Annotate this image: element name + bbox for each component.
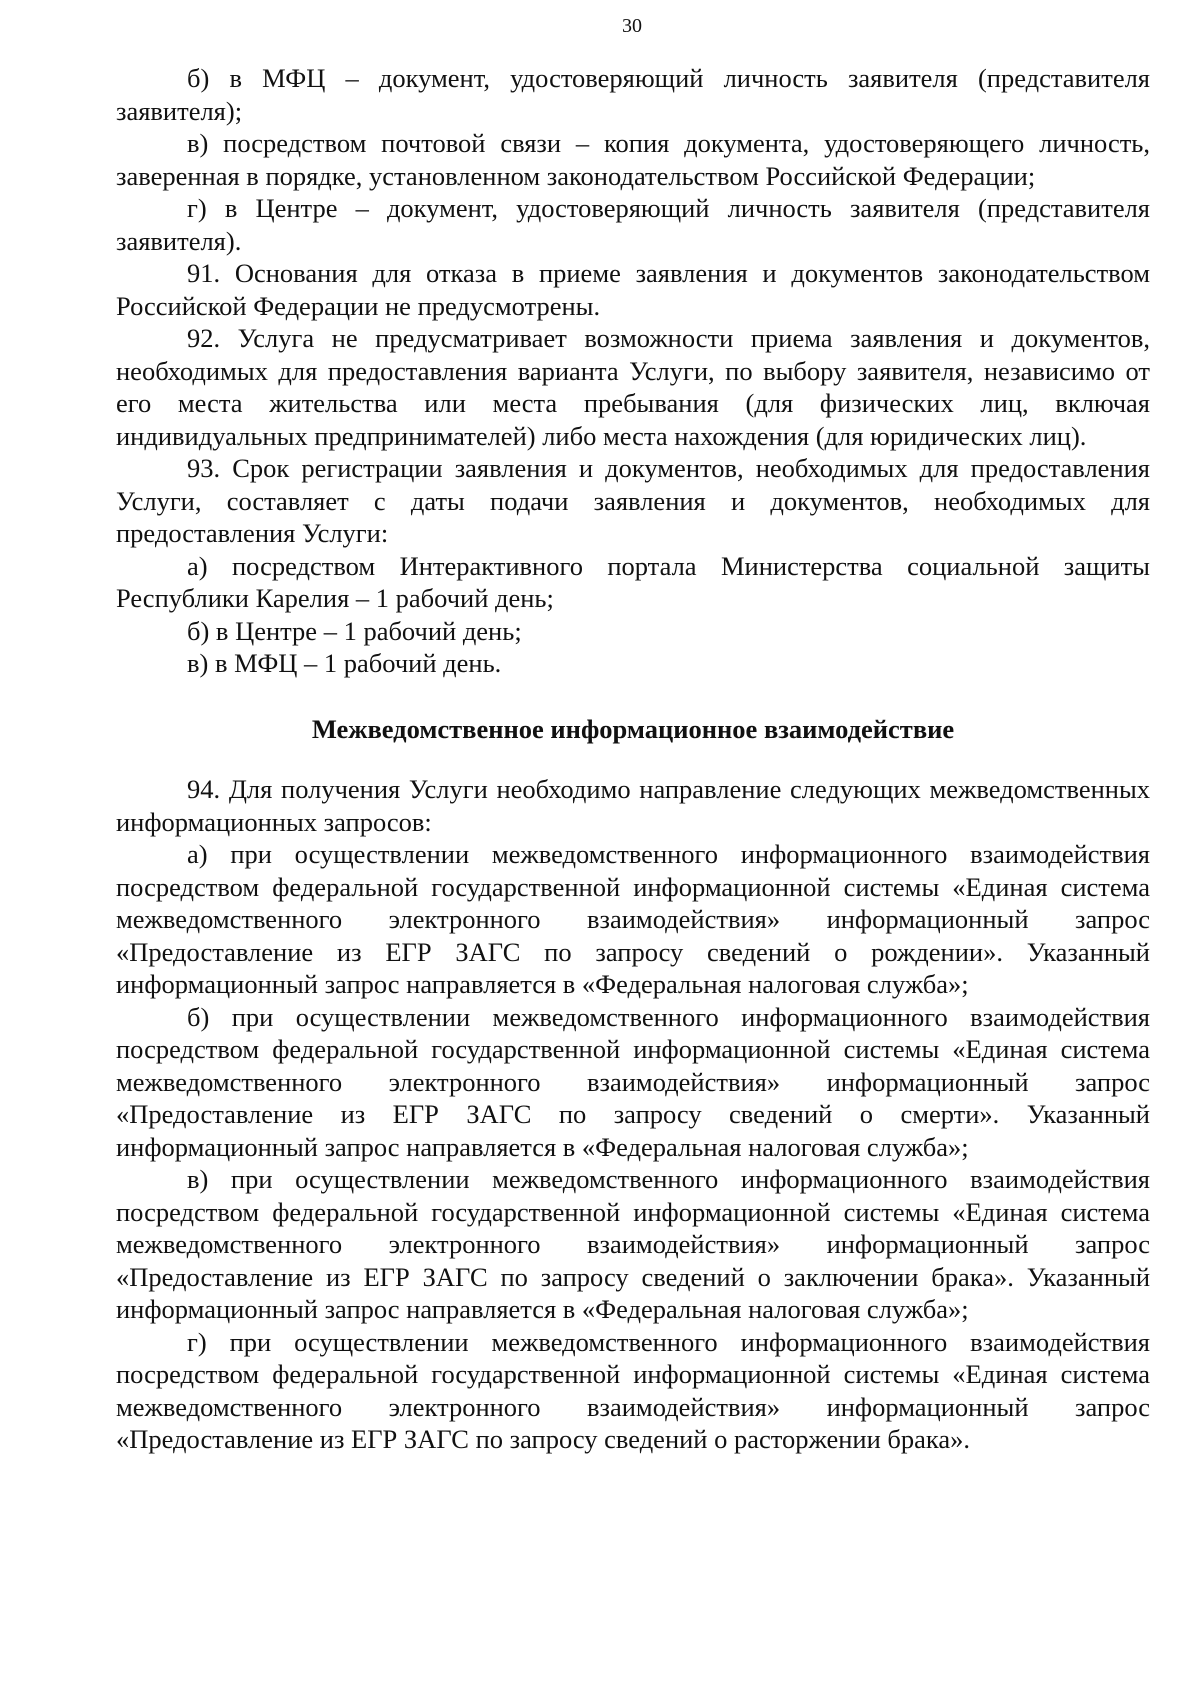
paragraph-94-v: в) при осуществлении межведомственного информационного взаимодействия посредством федеральной государственной информационной системы «Единая система межведомственного электронного взаимодействия» информационный запрос «Предоставление из ЕГР ЗАГС по запросу сведений о заключении брака». Указанный информационный запрос направляется в «Федеральная налоговая служба»; (116, 1164, 1150, 1324)
paragraph-91: 91. Основания для отказа в приеме заявления и документов законодательством Российской Федерации не предусмотрены. (116, 258, 1150, 321)
paragraph-94-g: г) при осуществлении межведомственного информационного взаимодействия посредством федеральной государственной информационной системы «Единая система межведомственного электронного взаимодействия» информационный запрос «Предоставление из ЕГР ЗАГС по запросу сведений о расторжении брака». (116, 1326, 1150, 1454)
paragraph-93-b: б) в Центре – 1 рабочий день; (187, 615, 522, 646)
paragraph-93-a: а) посредством Интерактивного портала Министерства социальной защиты Республики Карелия – 1 рабочий день; (116, 550, 1150, 613)
paragraph-94-b: б) при осуществлении межведомственного информационного взаимодействия посредством федеральной государственной информационной системы «Единая система межведомственного электронного взаимодействия» информационный запрос «Предоставление из ЕГР ЗАГС по запросу сведений о смерти». Указанный информационный запрос направляется в «Федеральная налоговая служба»; (116, 1001, 1150, 1162)
paragraph-v-postal-copy: в) посредством почтовой связи – копия документа, удостоверяющего личность, заверенная в порядке, установленном законодательством Российской Федерации; (116, 128, 1150, 191)
page-number: 30 (622, 15, 642, 37)
paragraph-b-mfc-identity: б) в МФЦ – документ, удостоверяющий личность заявителя (представителя заявителя); (116, 63, 1150, 126)
paragraph-92: 92. Услуга не предусматривает возможности приема заявления и документов, необходимых для предоставления варианта Услуги, по выбору заявителя, независимо от его места жительства или места пребывания (для физических лиц, включая индивидуальных предпринимателей) либо места нахождения (для юридических лиц). (116, 323, 1150, 451)
section-heading: Межведомственное информационное взаимодействие (311, 713, 955, 744)
paragraph-g-center-identity: г) в Центре – документ, удостоверяющий личность заявителя (представителя заявителя). (116, 193, 1150, 256)
paragraph-93-v: в) в МФЦ – 1 рабочий день. (187, 648, 502, 678)
paragraph-94: 94. Для получения Услуги необходимо направление следующих межведомственных информационных запросов: (116, 774, 1150, 837)
paragraph-93: 93. Срок регистрации заявления и документов, необходимых для предоставления Услуги, составляет с даты подачи заявления и документов, необходимых для предоставления Услуги: (116, 453, 1150, 548)
document-body (116, 62, 1150, 1456)
paragraph-94-a: а) при осуществлении межведомственного информационного взаимодействия посредством федеральной государственной информационной системы «Единая система межведомственного электронного взаимодействия» информационный запрос «Предоставление из ЕГР ЗАГС по запросу сведений о рождении». Указанный информационный запрос направляется в «Федеральная налоговая служба»; (116, 839, 1150, 999)
